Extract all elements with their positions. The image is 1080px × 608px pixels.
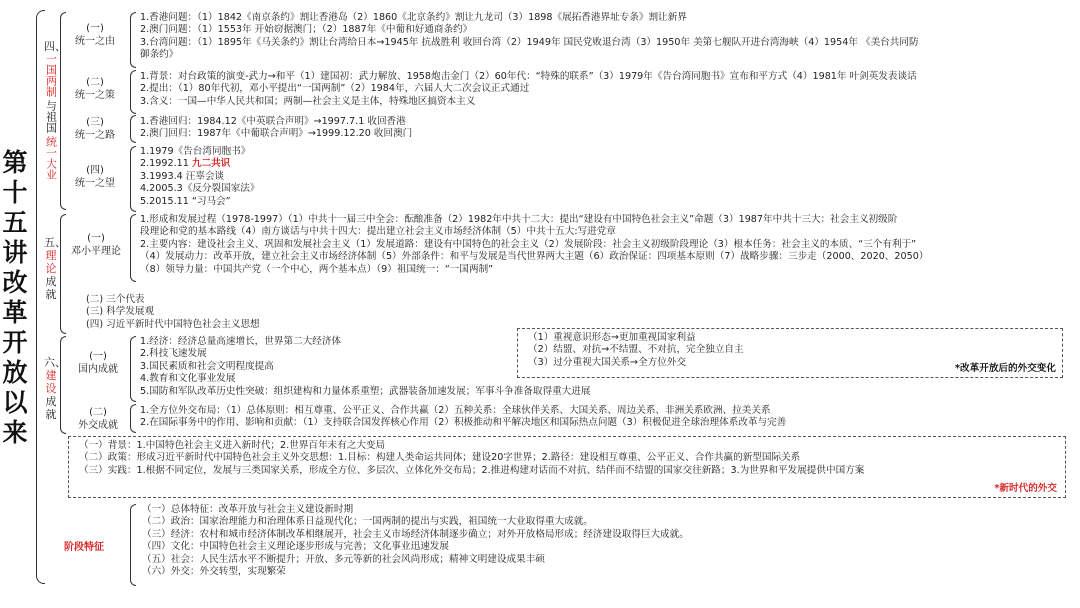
new-era-diplomacy-box: （一）背景：1.中国特色社会主义进入新时代；2.世界百年未有之大变局 （二）政策：形成习近平新时代中国特色社会主义外交思想：1.目标：构建人类命运共同体；建设20字世界；2.路径：建设相互尊重、公平正义、合作共赢的新型国际关系 （三）实践：1.根据不同定位，发展与三类国家关系，形成全方位、多层次、立体化外交布局；2.推进构建对话而不对抗、结伴而不结盟的国家交往新路；3.为世界和平发展提供中国方案 *新时代的外交 [68,436,1066,498]
sec4-sub1-lines: 1.香港问题：（1）1842《南京条约》割让香港岛（2）1860《北京条约》割让九龙司（3）1898《展拓香港界址专条》割让新界 2.澳门问题：（1）1553年 开始窃据澳门；（2）1887年《中葡和好通商条约》 3.台湾问题：（1）1895年《马关条约》割让台湾给日本→1945年 抗战胜利 收回台湾（2）1949年 国民党败退台湾（3）1950年 美第七舰队开进台湾海峡（4）1954年 《美台共同防 御条约》 [140,12,919,61]
sec4-sub3-label: (三) 统一之路 [75,117,115,141]
sec6-sub1-lines: 1.经济：经济总量高速增长，世界第二大经济体 2.科技飞速发展 3.国民素质和社会文明程度提高 4.教育和文化事业发展 5.国防和军队改革历史性突破：组织建构和力量体系重塑；武器装备加速发展；军事斗争准备取得重大进展 [140,336,591,397]
sec4-sub3-lines: 1.香港回归：1984.12《中英联合声明》→1997.7.1 收回香港 2.澳门回归：1987年《中葡联合声明》→1999.12.20 收回澳门 [140,116,413,140]
sec6-label: 六、 建设 成就 [44,356,66,421]
sec6-sub1-brace [130,336,136,402]
sec4-sub2-brace [130,70,136,114]
sec4-sub4-lines: 1.1979《告台湾同胞书》 2.1992.11 九二共识 3.1993.4 汪辜会谈 4.2005.3《反分裂国家法》 5.2015.11 “习马会” [140,146,260,207]
sec4-label: 四、 一国两制 与祖国 统一大业 [44,40,66,180]
stage-lines: （一）总体特征：改革开放与社会主义建设新时期 （二）政治：国家治理能力和治理体系日益现代化；一国两制的提出与实践，祖国统一大业取得重大成就。 （三）经济：农村和城市经济体制改革相继展开，社会主义市场经济体制逐步确立；对外开放格局形成；经济建设取得巨大成就。 （四）文化：中国特色社会主义理论逐步形成与完善；文化事业迅速发展 （五）社会：人民生活水平不断提升；开放、多元等新的社会风尚形成；精神文明建设成果丰硕 （六）外交：外交转型，实现繁荣 [142,504,689,578]
box-corner-label: *改革开放后的外交变化 [955,363,1056,374]
sec4-sub3-brace [130,115,136,143]
sec5-sub1-label: (一) 邓小平理论 [71,233,121,257]
stage-brace [130,504,136,586]
stage-label: 阶段特征 [64,542,104,553]
sec4-sub2-lines: 1.背景：对台政策的演变-武力→和平（1）建国初：武力解放、1958炮击金门（2）60年代：“特殊的联系”（3）1979年《告台湾同胞书》宣布和平方式（4）1981年 叶剑英发表谈话 2.提出：（1）80年代初，邓小平提出“一国两制”（2）1984年，六届人大二次会议正式通过 3.含义：一国—中华人民共和国；两制—社会主义是主体，特殊地区搞资本主义 [140,71,917,107]
sec6-sub1-label: (一) 国内成就 [78,351,118,375]
sec6-sub2-brace [130,404,136,433]
sec6-sub2-lines: 1.全方位外交布局：（1）总体原则：相互尊重、公平正义、合作共赢（2）五种关系：全球伙伴关系、大国关系、周边关系、非洲关系欧洲、拉美关系 2.在国际事务中的作用、影响和贡献：（1）支持联合国发挥核心作用（2）积极推动和平解决地区和国际热点问题（3）积极促进全球治理体系改革与完善 [140,405,787,429]
sec4-sub2-label: (二) 统一之策 [75,77,115,101]
sec4-sub4-brace [130,146,136,212]
new-era-corner-label: *新时代的外交 [994,483,1057,494]
sec5-label: 五、 理论 成就 [44,236,66,301]
sec5-sub1-brace [130,214,136,282]
sec6-brace [60,336,66,434]
sec6-sub2-label: (二) 外交成就 [78,407,118,431]
sec4-sub1-label: (一) 统一之由 [75,23,115,47]
lecture-title: 第十五讲 改革开放以来 [2,148,28,447]
sec4-sub1-brace [130,12,136,68]
foreign-policy-change-box: （1）重视意识形态→更加重视国家利益 （2）结盟、对抗→不结盟、不对抗，完全独立自主 （3）过分重视大国关系→全方位外交 *改革开放后的外交变化 [517,328,1063,378]
sec5-others: (二) 三个代表 (三) 科学发展观 (四) 习近平新时代中国特色社会主义思想 [86,294,260,330]
sec5-sub1-lines: 1.形成和发展过程（1978-1997）（1）中共十一届三中全会：酝酿准备（2）1982年中共十二大：提出“建设有中国特色社会主义”命题（3）1987年中共十三大：社会主义初级阶 段理论和党的基本路线（4）南方谈话与中共十四大：提出建立社会主义市场经济体制（5）中共十五大:写进党章 2.主要内容：建设社会主义、巩固和发展社会主义（1）发展道路：建设有中国特色的社会主义（2）发展阶段：社会主义初级阶段理论（3）根本任务：社会主义的本质、“三个有利于” （4）发展动力：改革开放，建立社会主义市场经济体制（5）外部条件：和平与发展是当代世界两大主题（6）政治保证：四项基本原则（7）战略步骤：三步走（2000、2020、2050） （8）领导力量：中国共产党（一个中心，两个基本点）（9）祖国统一：“一国两制” [140,214,929,275]
sec4-sub4-label: (四) 统一之望 [75,165,115,189]
